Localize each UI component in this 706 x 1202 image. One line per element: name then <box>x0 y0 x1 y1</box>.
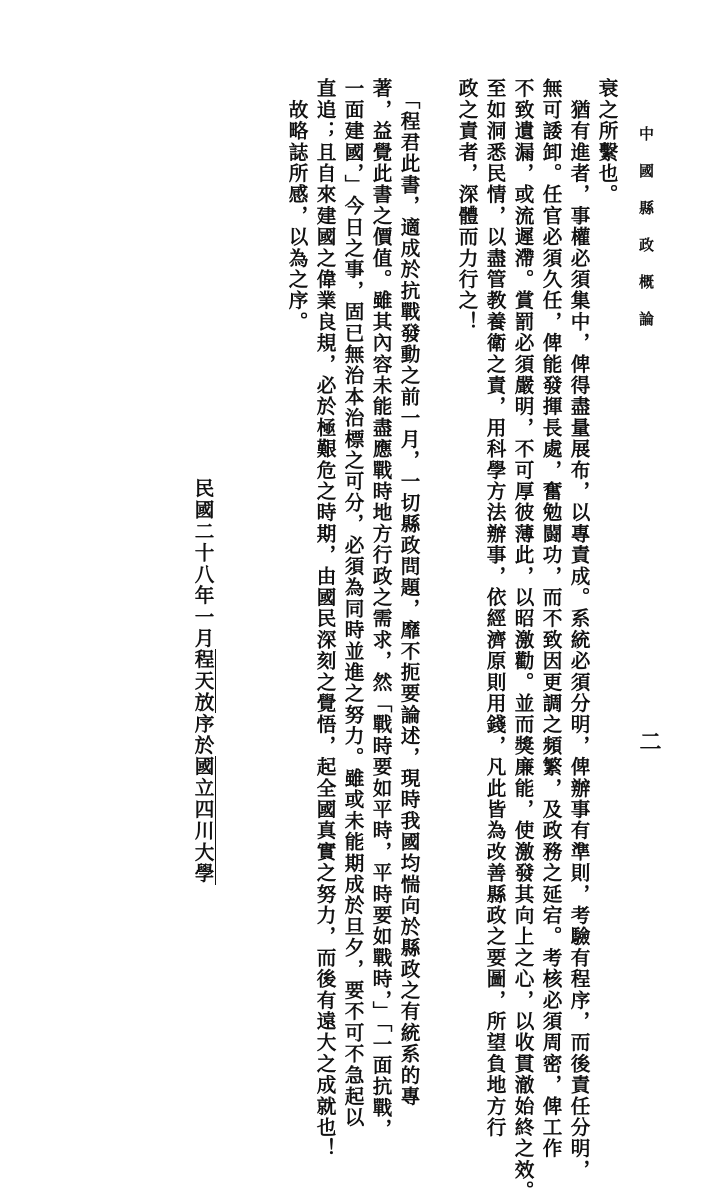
signature-name: 程天放 <box>191 649 214 714</box>
text-column: 無可諉卸。任官必須久任，俾能發揮長處，奮勉闘功，而不致因更調之頻繁，及政務之延宕。考核必須周密，俾工作 <box>539 78 562 1160</box>
text-column: 「程君此書，適成於抗戰發動之前一月，一切縣政問題，靡不扼要論述，現時我國均惴向於縣政之有統系的專 <box>397 78 420 1107</box>
text-column: 著，益覺此書之價值。雖其內容未能盡應戰時地方行政之需求，然「戰時要如平時，平時要如戰時，」「一面抗戰， <box>369 78 392 1140</box>
running-title: 中國縣政概論 <box>637 126 655 348</box>
text-column: 直追；且自來建國之偉業良規，必於極艱危之時期，由國民深刻之覺悟，起全國真實之努力，而後有遠大之成就也！ <box>313 78 336 1160</box>
signature-suffix: 序於 <box>191 713 214 757</box>
text-column: 一面建國，」今日之事，固已無治本治標之可分，必須為同時並進之努力。雖或未能期成於旦夕，要不可不急起以 <box>341 78 364 1129</box>
text-column: 故略誌所感，以為之序。 <box>285 78 308 333</box>
signature-line <box>190 478 214 885</box>
text-column: 衰之所繫也。 <box>595 78 618 206</box>
text-column: 政之責者，深體而力行之！ <box>455 78 478 333</box>
text-column: 不致遺漏，或流遲滯。賞罰必須嚴明，不可厚彼薄此，以昭激勸。並而獎廉能，使激發其向上之心，以收貫澈始終之效。 <box>511 78 534 1202</box>
page-number: 二 <box>636 730 662 752</box>
signature-place: 國立四川大學 <box>191 756 214 885</box>
text-column: 猶有進者，事權必須集中，俾得盡量展布，以專責成。系統必須分明，俾辦事有準則，考驗有程序，而後責任分明， <box>567 78 590 1181</box>
text-column: 至如洞悉民情，以盡管教養衛之責，用科學方法辦事，依經濟原則用錢，凡此皆為改善縣政之要圖，所望負地方行 <box>483 78 506 1138</box>
signature-date: 民國二十八年一月 <box>191 478 214 650</box>
